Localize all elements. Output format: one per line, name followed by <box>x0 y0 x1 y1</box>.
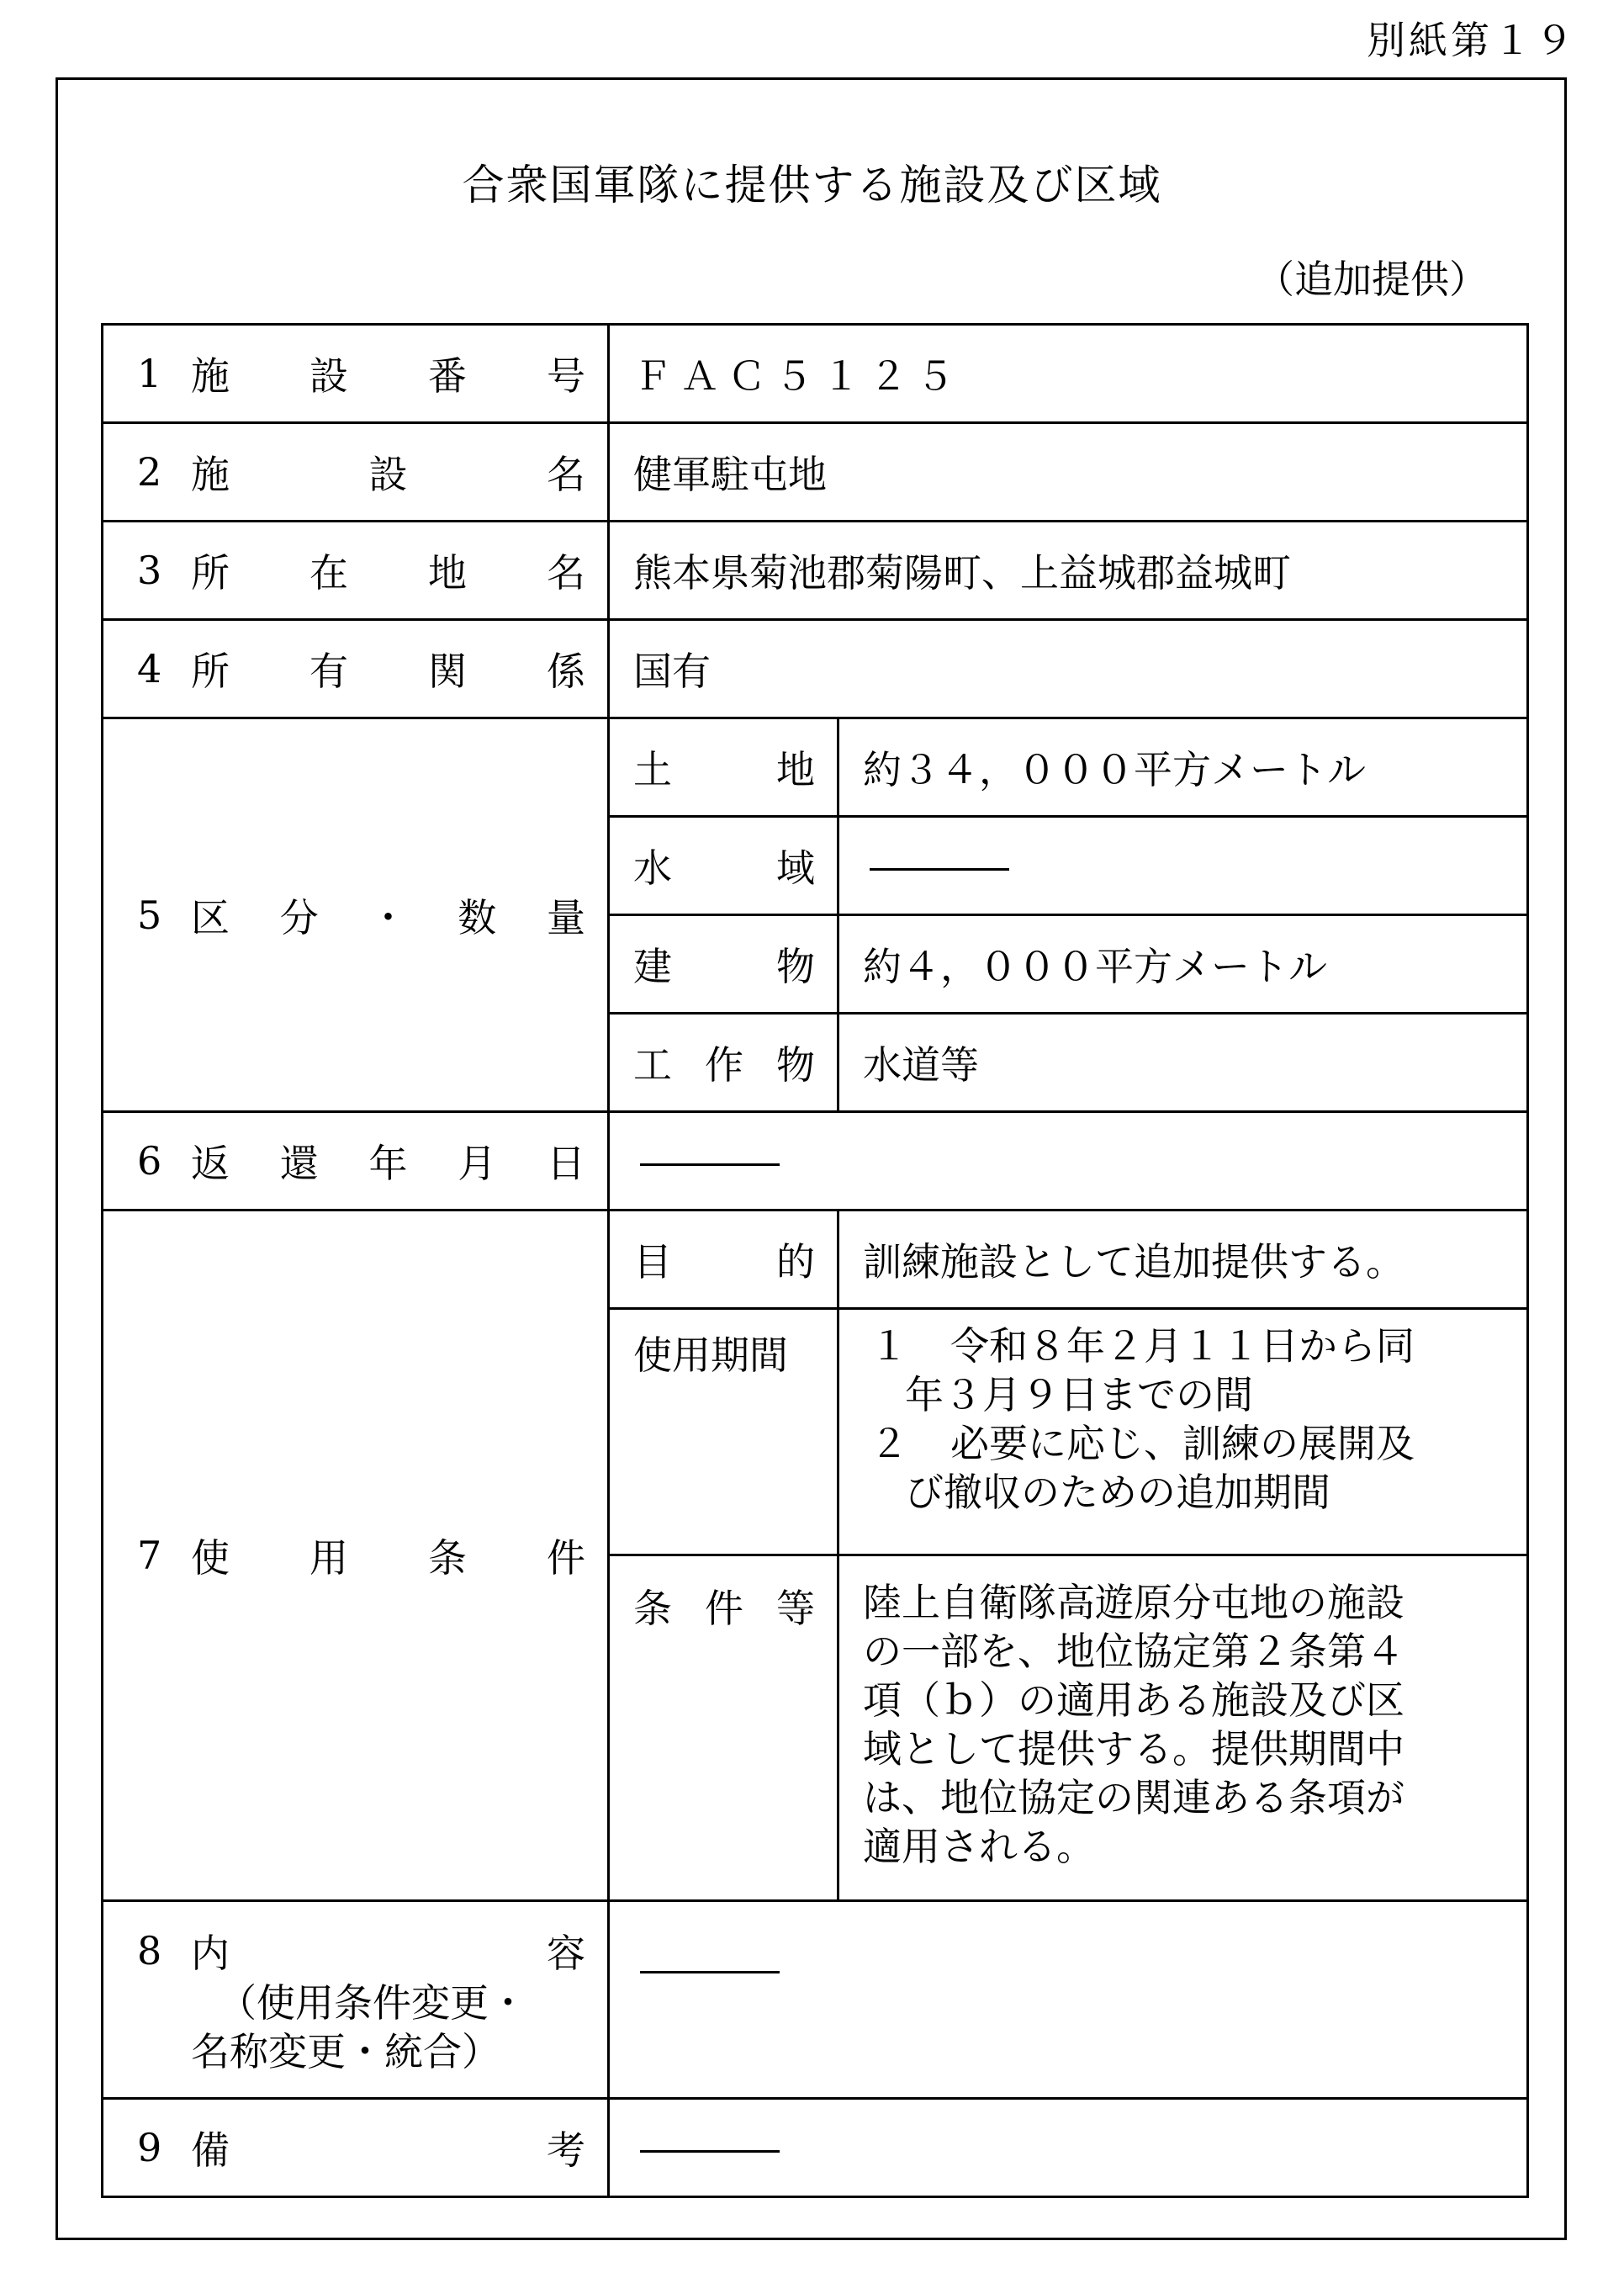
conditions-line: は、地位協定の関連ある条項が <box>863 1775 1404 1820</box>
sub-label <box>610 1232 837 1287</box>
sub-label <box>610 936 837 992</box>
conditions-line: 陸上自衛隊高遊原分屯地の施設 <box>863 1580 1404 1625</box>
value-conditions <box>838 1555 1528 1901</box>
label-char: 名 <box>547 550 585 596</box>
label-char: 設 <box>309 353 348 399</box>
row-number: 7 <box>137 1533 162 1578</box>
none-dash <box>640 1971 780 1973</box>
land-area-value: 約３４，０００平方メートル <box>863 747 1366 792</box>
label-char: 地 <box>428 550 467 596</box>
label-use-conditions <box>103 1211 609 1901</box>
label-char: 係 <box>547 649 585 694</box>
label-char: 地 <box>776 747 815 792</box>
label-char: 設 <box>368 452 408 497</box>
label-char: 建 <box>633 944 672 989</box>
value-purpose <box>838 1211 1528 1309</box>
label-contents <box>103 1901 609 2099</box>
period-item <box>863 1322 1503 1370</box>
sublabel-land <box>609 718 838 817</box>
label-char: 等 <box>776 1586 815 1631</box>
label-char: 量 <box>547 894 585 940</box>
row-location <box>103 522 1528 620</box>
label-char: 施 <box>191 353 230 399</box>
label-char: 名 <box>547 452 585 497</box>
conditions-line: 項（ｂ）の適用ある施設及び区 <box>863 1677 1404 1723</box>
label-char: 容 <box>547 1931 585 1976</box>
row-remarks <box>103 2099 1528 2197</box>
row-label <box>191 346 585 401</box>
label-char: 年 <box>368 1141 408 1186</box>
period-item-number: １ <box>870 1323 908 1369</box>
value-structure <box>838 1014 1528 1112</box>
row-number: 6 <box>137 1138 162 1184</box>
label-char: 考 <box>547 2127 585 2173</box>
label-char: ・ <box>368 894 408 940</box>
label-char: 使 <box>191 1535 230 1581</box>
row-category-land <box>103 718 1528 817</box>
annex-label: 別紙第１９ <box>1367 18 1577 63</box>
period-item <box>863 1419 1503 1468</box>
label-char: 作 <box>705 1042 743 1088</box>
row-number: 3 <box>137 548 162 593</box>
facility-name-value: 健軍駐屯地 <box>633 452 827 497</box>
label-char: 物 <box>776 944 815 989</box>
row-number: 2 <box>137 449 162 495</box>
sublabel-structure <box>609 1014 838 1112</box>
row-use-purpose <box>103 1211 1528 1309</box>
value-water <box>838 817 1528 915</box>
row-number: 8 <box>137 1928 162 1973</box>
contents-note-line: 名称変更・統合） <box>191 2029 500 2074</box>
label-char: 所 <box>191 550 230 596</box>
value-facility-name <box>609 423 1528 522</box>
label-char: 数 <box>458 894 497 940</box>
sub-label: 使用期間 <box>633 1332 788 1378</box>
label-char: 土 <box>633 747 672 792</box>
label-char: 域 <box>776 845 815 891</box>
sublabel-purpose <box>609 1211 838 1309</box>
label-char: 号 <box>547 353 585 399</box>
label-char: 還 <box>279 1141 319 1186</box>
row-label <box>191 543 585 598</box>
conditions-line: 域として提供する。提供期間中 <box>863 1726 1404 1772</box>
row-label <box>191 1133 585 1189</box>
label-char: 条 <box>428 1535 467 1581</box>
document-title: 合衆国軍隊に提供する施設及び区域 <box>462 161 1162 209</box>
row-label <box>191 1528 585 1583</box>
period-item-text-cont: び撤収のための追加期間 <box>905 1470 1330 1515</box>
row-facility-name <box>103 423 1528 522</box>
sublabel-water <box>609 817 838 915</box>
label-char: 区 <box>191 894 230 940</box>
value-building <box>838 915 1528 1014</box>
value-period <box>838 1309 1528 1555</box>
conditions-line: の一部を、地位協定第２条第４ <box>863 1629 1404 1674</box>
row-number: 1 <box>137 351 162 396</box>
label-ownership <box>103 620 609 718</box>
row-number: 9 <box>137 2125 162 2170</box>
label-location <box>103 522 609 620</box>
row-ownership <box>103 620 1528 718</box>
sublabel-building <box>609 915 838 1014</box>
label-char: 物 <box>776 1042 815 1088</box>
label-char: 工 <box>633 1042 672 1088</box>
none-dash <box>640 1163 780 1166</box>
sub-label <box>610 739 837 795</box>
period-item-text: 令和８年２月１１日から同 <box>950 1323 1415 1369</box>
label-char: 月 <box>458 1141 497 1186</box>
label-char: 条 <box>633 1586 672 1631</box>
none-dash <box>640 2150 780 2153</box>
none-dash <box>870 868 1009 871</box>
label-char: 件 <box>705 1586 743 1631</box>
row-facility-number <box>103 325 1528 423</box>
label-char: 所 <box>191 649 230 694</box>
label-char: 目 <box>633 1239 672 1285</box>
value-location <box>609 522 1528 620</box>
sublabel-period <box>609 1309 838 1555</box>
label-char: 的 <box>776 1239 815 1285</box>
label-char: 件 <box>547 1535 585 1581</box>
building-area-value: 約４，０００平方メートル <box>863 944 1327 989</box>
row-contents <box>103 1901 1528 2099</box>
sub-label <box>610 1556 837 1634</box>
row-return-date <box>103 1112 1528 1211</box>
ownership-value: 国有 <box>633 649 711 694</box>
sublabel-conditions <box>609 1555 838 1901</box>
label-char: 備 <box>191 2127 230 2173</box>
value-facility-number <box>609 325 1528 423</box>
label-char: 用 <box>309 1535 348 1581</box>
value-ownership <box>609 620 1528 718</box>
row-label <box>191 1923 585 1979</box>
label-char: 日 <box>547 1141 585 1186</box>
row-label <box>191 887 585 943</box>
location-value: 熊本県菊池郡菊陽町、上益城郡益城町 <box>633 550 1291 596</box>
label-char: 在 <box>309 550 348 596</box>
contents-note <box>103 1979 607 2076</box>
label-char: 関 <box>428 649 467 694</box>
period-item-text-cont: 年３月９日までの間 <box>905 1372 1253 1417</box>
label-char: 有 <box>309 649 348 694</box>
facility-number-value: ＦＡＣ５１２５ <box>633 353 963 399</box>
sub-label <box>610 838 837 893</box>
label-char: 返 <box>191 1141 230 1186</box>
row-number: 5 <box>137 892 162 938</box>
label-remarks <box>103 2099 609 2197</box>
row-number: 4 <box>137 646 162 691</box>
row-label <box>191 444 585 500</box>
label-char: 水 <box>633 845 672 891</box>
purpose-value: 訓練施設として追加提供する。 <box>863 1239 1404 1285</box>
value-return-date <box>609 1112 1528 1211</box>
structure-value: 水道等 <box>863 1042 979 1088</box>
contents-note-line: （使用条件変更・ <box>218 1980 527 2026</box>
label-facility-name <box>103 423 609 522</box>
sub-label <box>610 1035 837 1090</box>
document-subtitle: （追加提供） <box>1256 257 1488 302</box>
value-land <box>838 718 1528 817</box>
period-item-text: 必要に応じ、訓練の展開及 <box>950 1421 1415 1466</box>
label-char: 番 <box>428 353 467 399</box>
label-facility-number <box>103 325 609 423</box>
label-char: 分 <box>279 894 319 940</box>
value-remarks <box>609 2099 1528 2197</box>
label-return-date <box>103 1112 609 1211</box>
value-contents <box>609 1901 1528 2099</box>
row-label <box>191 641 585 697</box>
period-item-number: ２ <box>870 1421 908 1466</box>
facility-table <box>101 323 1529 2198</box>
label-char: 施 <box>191 452 230 497</box>
conditions-line: 適用される。 <box>863 1824 1095 1869</box>
label-char: 内 <box>191 1931 230 1976</box>
label-category-quantity <box>103 718 609 1112</box>
row-label <box>191 2120 585 2175</box>
